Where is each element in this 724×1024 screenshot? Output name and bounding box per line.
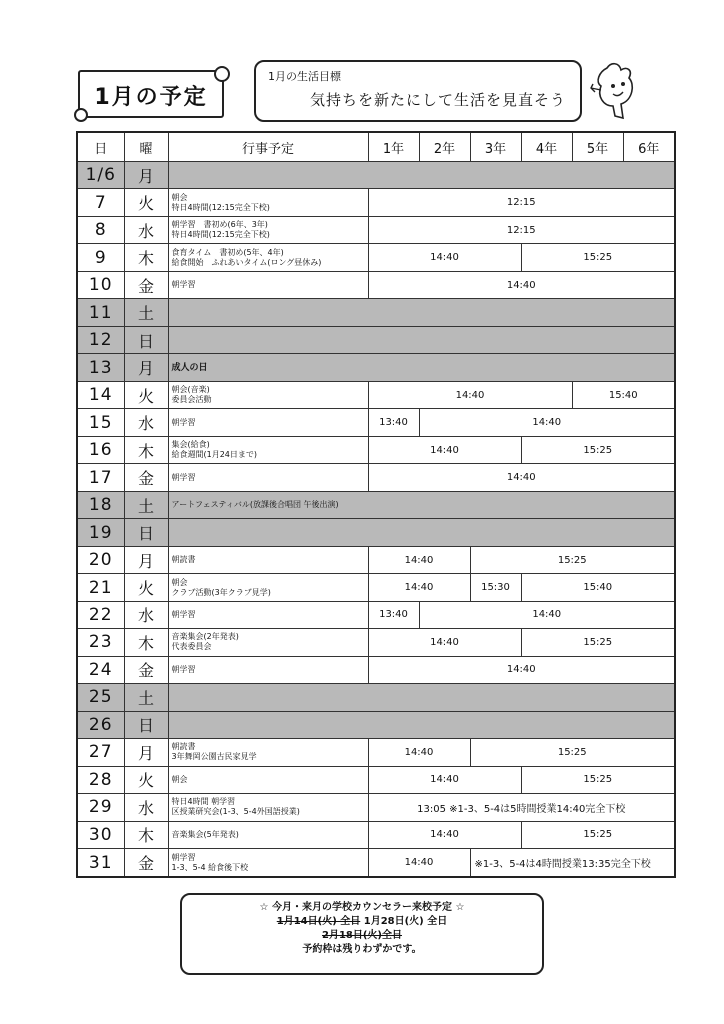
- table-row: [77, 326, 675, 353]
- event-line: 食育タイム 書初め(5年、4年): [171, 247, 284, 257]
- day-cell: 14: [77, 381, 124, 408]
- table-row: [77, 354, 675, 381]
- event-cell: [168, 821, 368, 848]
- event-line: 委員会活動: [171, 395, 212, 405]
- weekday-cell: 水: [124, 216, 168, 243]
- dismissal-time: 15:25: [521, 244, 675, 271]
- weekday-cell: 土: [124, 491, 168, 518]
- weekday-cell: 水: [124, 601, 168, 628]
- event-line: 朝読書: [171, 555, 196, 565]
- day-cell: 19: [77, 519, 124, 546]
- weekday-cell: 木: [124, 821, 168, 848]
- dismissal-time: 15:40: [572, 381, 675, 408]
- event-line: 特日4時間 朝学習: [171, 797, 236, 807]
- event-line: 特日4時間(12:15完全下校): [171, 230, 270, 240]
- event-cell: [168, 491, 675, 518]
- dismissal-time: 12:15: [368, 189, 675, 216]
- weekday-cell: 火: [124, 381, 168, 408]
- event-cell: [168, 381, 368, 408]
- event-line: 朝学習: [171, 852, 196, 862]
- dismissal-time: 14:40: [368, 574, 470, 601]
- table-row: [77, 244, 675, 271]
- event-line: 朝学習: [171, 609, 196, 619]
- table-row: [77, 491, 675, 518]
- day-cell: 17: [77, 464, 124, 491]
- dismissal-time: 13:05 ※1-3、5-4は5時間授業14:40完全下校: [368, 794, 675, 821]
- weekday-cell: 日: [124, 326, 168, 353]
- weekday-cell: 火: [124, 766, 168, 793]
- event-cell: [168, 299, 675, 326]
- event-line: 朝学習: [171, 664, 196, 674]
- dismissal-time: 14:40: [368, 271, 675, 298]
- weekday-cell: 月: [124, 546, 168, 573]
- table-row: [77, 189, 675, 216]
- schedule-table: [76, 131, 676, 878]
- goal-text: 気持ちを新たにして生活を見直そう: [310, 91, 567, 109]
- dismissal-time: 15:40: [521, 574, 675, 601]
- event-line: 区授業研究会(1-3、5-4外国語授業): [171, 807, 300, 817]
- counselor-dates-2: [182, 929, 542, 943]
- event-cell: [168, 656, 368, 683]
- dismissal-time: 14:40: [368, 766, 521, 793]
- event-cell: [168, 519, 675, 546]
- event-cell: [168, 601, 368, 628]
- dismissal-time: 14:40: [419, 601, 675, 628]
- table-row: [77, 656, 675, 683]
- day-cell: 26: [77, 711, 124, 738]
- day-cell: 29: [77, 794, 124, 821]
- event-line: 1-3、5-4 給食後下校: [171, 862, 249, 872]
- table-row: [77, 546, 675, 573]
- col-header-grade3: 3年: [470, 132, 521, 162]
- weekday-cell: 木: [124, 436, 168, 463]
- title-banner: [78, 70, 224, 118]
- event-cell: [168, 216, 368, 243]
- weekday-cell: 木: [124, 244, 168, 271]
- dismissal-time: 14:40: [368, 464, 675, 491]
- event-line: クラブ活動(3年クラブ見学): [171, 587, 271, 597]
- day-cell: 16: [77, 436, 124, 463]
- event-cell: [168, 409, 368, 436]
- table-row: [77, 409, 675, 436]
- event-line: 給食開始 ふれあいタイム(ロング昼休み): [171, 257, 322, 267]
- table-row: [77, 601, 675, 628]
- day-cell: 11: [77, 299, 124, 326]
- event-cell: [168, 739, 368, 766]
- event-cell: [168, 354, 675, 381]
- event-cell: [168, 794, 368, 821]
- day-cell: 12: [77, 326, 124, 353]
- table-header-row: [77, 132, 675, 162]
- table-row: [77, 436, 675, 463]
- event-line: 朝会: [171, 577, 188, 587]
- event-cell: [168, 189, 368, 216]
- dismissal-time: 14:40: [419, 409, 675, 436]
- event-line: 音楽集会(2年発表): [171, 632, 239, 642]
- dismissal-time: 15:25: [521, 766, 675, 793]
- day-cell: 1/6: [77, 162, 124, 189]
- table-row: [77, 464, 675, 491]
- table-row: [77, 299, 675, 326]
- event-line: 朝学習: [171, 472, 196, 482]
- event-cell: [168, 162, 675, 189]
- event-line: 朝読書: [171, 742, 196, 752]
- event-cell: [168, 629, 368, 656]
- table-row: [77, 519, 675, 546]
- table-row: [77, 821, 675, 848]
- day-cell: 10: [77, 271, 124, 298]
- dismissal-time: 15:25: [521, 629, 675, 656]
- weekday-cell: 日: [124, 519, 168, 546]
- table-row: [77, 381, 675, 408]
- table-row: [77, 794, 675, 821]
- event-line: 朝学習: [171, 417, 196, 427]
- table-row: [77, 739, 675, 766]
- counselor-date: 1月28日(火) 全日: [360, 916, 448, 927]
- weekday-cell: 金: [124, 849, 168, 877]
- weekday-cell: 土: [124, 684, 168, 711]
- table-row: [77, 766, 675, 793]
- page-title: 1月の予定: [94, 85, 208, 110]
- table-row: [77, 629, 675, 656]
- col-header-grade5: 5年: [572, 132, 623, 162]
- event-cell: [168, 271, 368, 298]
- event-line: 代表委員会: [171, 642, 212, 652]
- day-cell: 25: [77, 684, 124, 711]
- event-line: 朝会: [171, 774, 188, 784]
- day-cell: 30: [77, 821, 124, 848]
- weekday-cell: 土: [124, 299, 168, 326]
- day-cell: 28: [77, 766, 124, 793]
- day-cell: 20: [77, 546, 124, 573]
- event-cell: [168, 326, 675, 353]
- event-cell: [168, 684, 675, 711]
- dismissal-time: 15:25: [470, 739, 675, 766]
- dismissal-time: 14:40: [368, 244, 521, 271]
- table-row: [77, 849, 675, 877]
- counselor-notice: [180, 893, 544, 975]
- weekday-cell: 月: [124, 739, 168, 766]
- dismissal-time: 13:40: [368, 601, 419, 628]
- day-cell: 24: [77, 656, 124, 683]
- dismissal-time: 15:25: [521, 436, 675, 463]
- weekday-cell: 火: [124, 189, 168, 216]
- dismissal-time: 15:25: [470, 546, 675, 573]
- counselor-heading: ☆ 今月・来月の学校カウンセラー来校予定 ☆: [259, 902, 465, 913]
- dismissal-time: 14:40: [368, 849, 470, 877]
- event-line: 3年舞岡公園古民家見学: [171, 752, 257, 762]
- day-cell: 23: [77, 629, 124, 656]
- day-cell: 13: [77, 354, 124, 381]
- col-header-grade4: 4年: [521, 132, 572, 162]
- struck-date: 2月18日(火)全日: [321, 930, 402, 941]
- table-row: [77, 684, 675, 711]
- dismissal-time: 14:40: [368, 739, 470, 766]
- col-header-grade1: 1年: [368, 132, 419, 162]
- event-cell: [168, 464, 368, 491]
- col-header-grade2: 2年: [419, 132, 470, 162]
- dismissal-time: 12:15: [368, 216, 675, 243]
- day-cell: 7: [77, 189, 124, 216]
- dismissal-note: ※1-3、5-4は4時間授業13:35完全下校: [470, 849, 675, 877]
- weekday-cell: 金: [124, 271, 168, 298]
- event-line: 成人の日: [171, 362, 208, 373]
- event-line: 音楽集会(5年発表): [171, 829, 239, 839]
- event-line: 朝会(音楽): [171, 385, 210, 395]
- event-cell: [168, 546, 368, 573]
- col-header-weekday: 曜: [124, 132, 168, 162]
- day-cell: 15: [77, 409, 124, 436]
- weekday-cell: 火: [124, 574, 168, 601]
- table-row: [77, 216, 675, 243]
- monthly-goal-box: [254, 60, 582, 122]
- event-cell: [168, 574, 368, 601]
- event-line: 給食週間(1月24日まで): [171, 450, 258, 460]
- event-cell: [168, 244, 368, 271]
- dismissal-time: 14:40: [368, 436, 521, 463]
- day-cell: 22: [77, 601, 124, 628]
- weekday-cell: 金: [124, 464, 168, 491]
- col-header-day: 日: [77, 132, 124, 162]
- mascot-illustration: [585, 60, 645, 124]
- day-cell: 21: [77, 574, 124, 601]
- day-cell: 31: [77, 849, 124, 877]
- table-row: [77, 711, 675, 738]
- day-cell: 27: [77, 739, 124, 766]
- weekday-cell: 月: [124, 162, 168, 189]
- event-line: 朝学習: [171, 280, 196, 290]
- struck-date: 1月14日(火) 全日: [276, 916, 361, 927]
- goal-label: 1月の生活目標: [268, 70, 341, 83]
- weekday-cell: 水: [124, 794, 168, 821]
- counselor-dates: [182, 915, 542, 929]
- table-row: [77, 574, 675, 601]
- day-cell: 9: [77, 244, 124, 271]
- col-header-grade6: 6年: [623, 132, 675, 162]
- col-header-events: 行事予定: [168, 132, 368, 162]
- event-line: 特日4時間(12:15完全下校): [171, 202, 270, 212]
- dismissal-time: 15:25: [521, 821, 675, 848]
- table-row: [77, 162, 675, 189]
- event-line: アートフェスティバル(放課後合唱団 午後出演): [171, 500, 339, 510]
- weekday-cell: 日: [124, 711, 168, 738]
- dismissal-time: 14:40: [368, 821, 521, 848]
- weekday-cell: 月: [124, 354, 168, 381]
- event-cell: [168, 436, 368, 463]
- weekday-cell: 水: [124, 409, 168, 436]
- dismissal-time: 14:40: [368, 629, 521, 656]
- event-cell: [168, 711, 675, 738]
- event-line: 朝会: [171, 192, 188, 202]
- day-cell: 18: [77, 491, 124, 518]
- event-line: 集会(給食): [171, 440, 210, 450]
- counselor-footer: 予約枠は残りわずかです。: [302, 944, 422, 955]
- event-cell: [168, 849, 368, 877]
- weekday-cell: 木: [124, 629, 168, 656]
- weekday-cell: 金: [124, 656, 168, 683]
- dismissal-time: 14:40: [368, 656, 675, 683]
- dismissal-time: 14:40: [368, 381, 572, 408]
- dismissal-time: 14:40: [368, 546, 470, 573]
- event-cell: [168, 766, 368, 793]
- dismissal-time: 15:30: [470, 574, 521, 601]
- day-cell: 8: [77, 216, 124, 243]
- event-line: 朝学習 書初め(6年、3年): [171, 220, 268, 230]
- table-row: [77, 271, 675, 298]
- dismissal-time: 13:40: [368, 409, 419, 436]
